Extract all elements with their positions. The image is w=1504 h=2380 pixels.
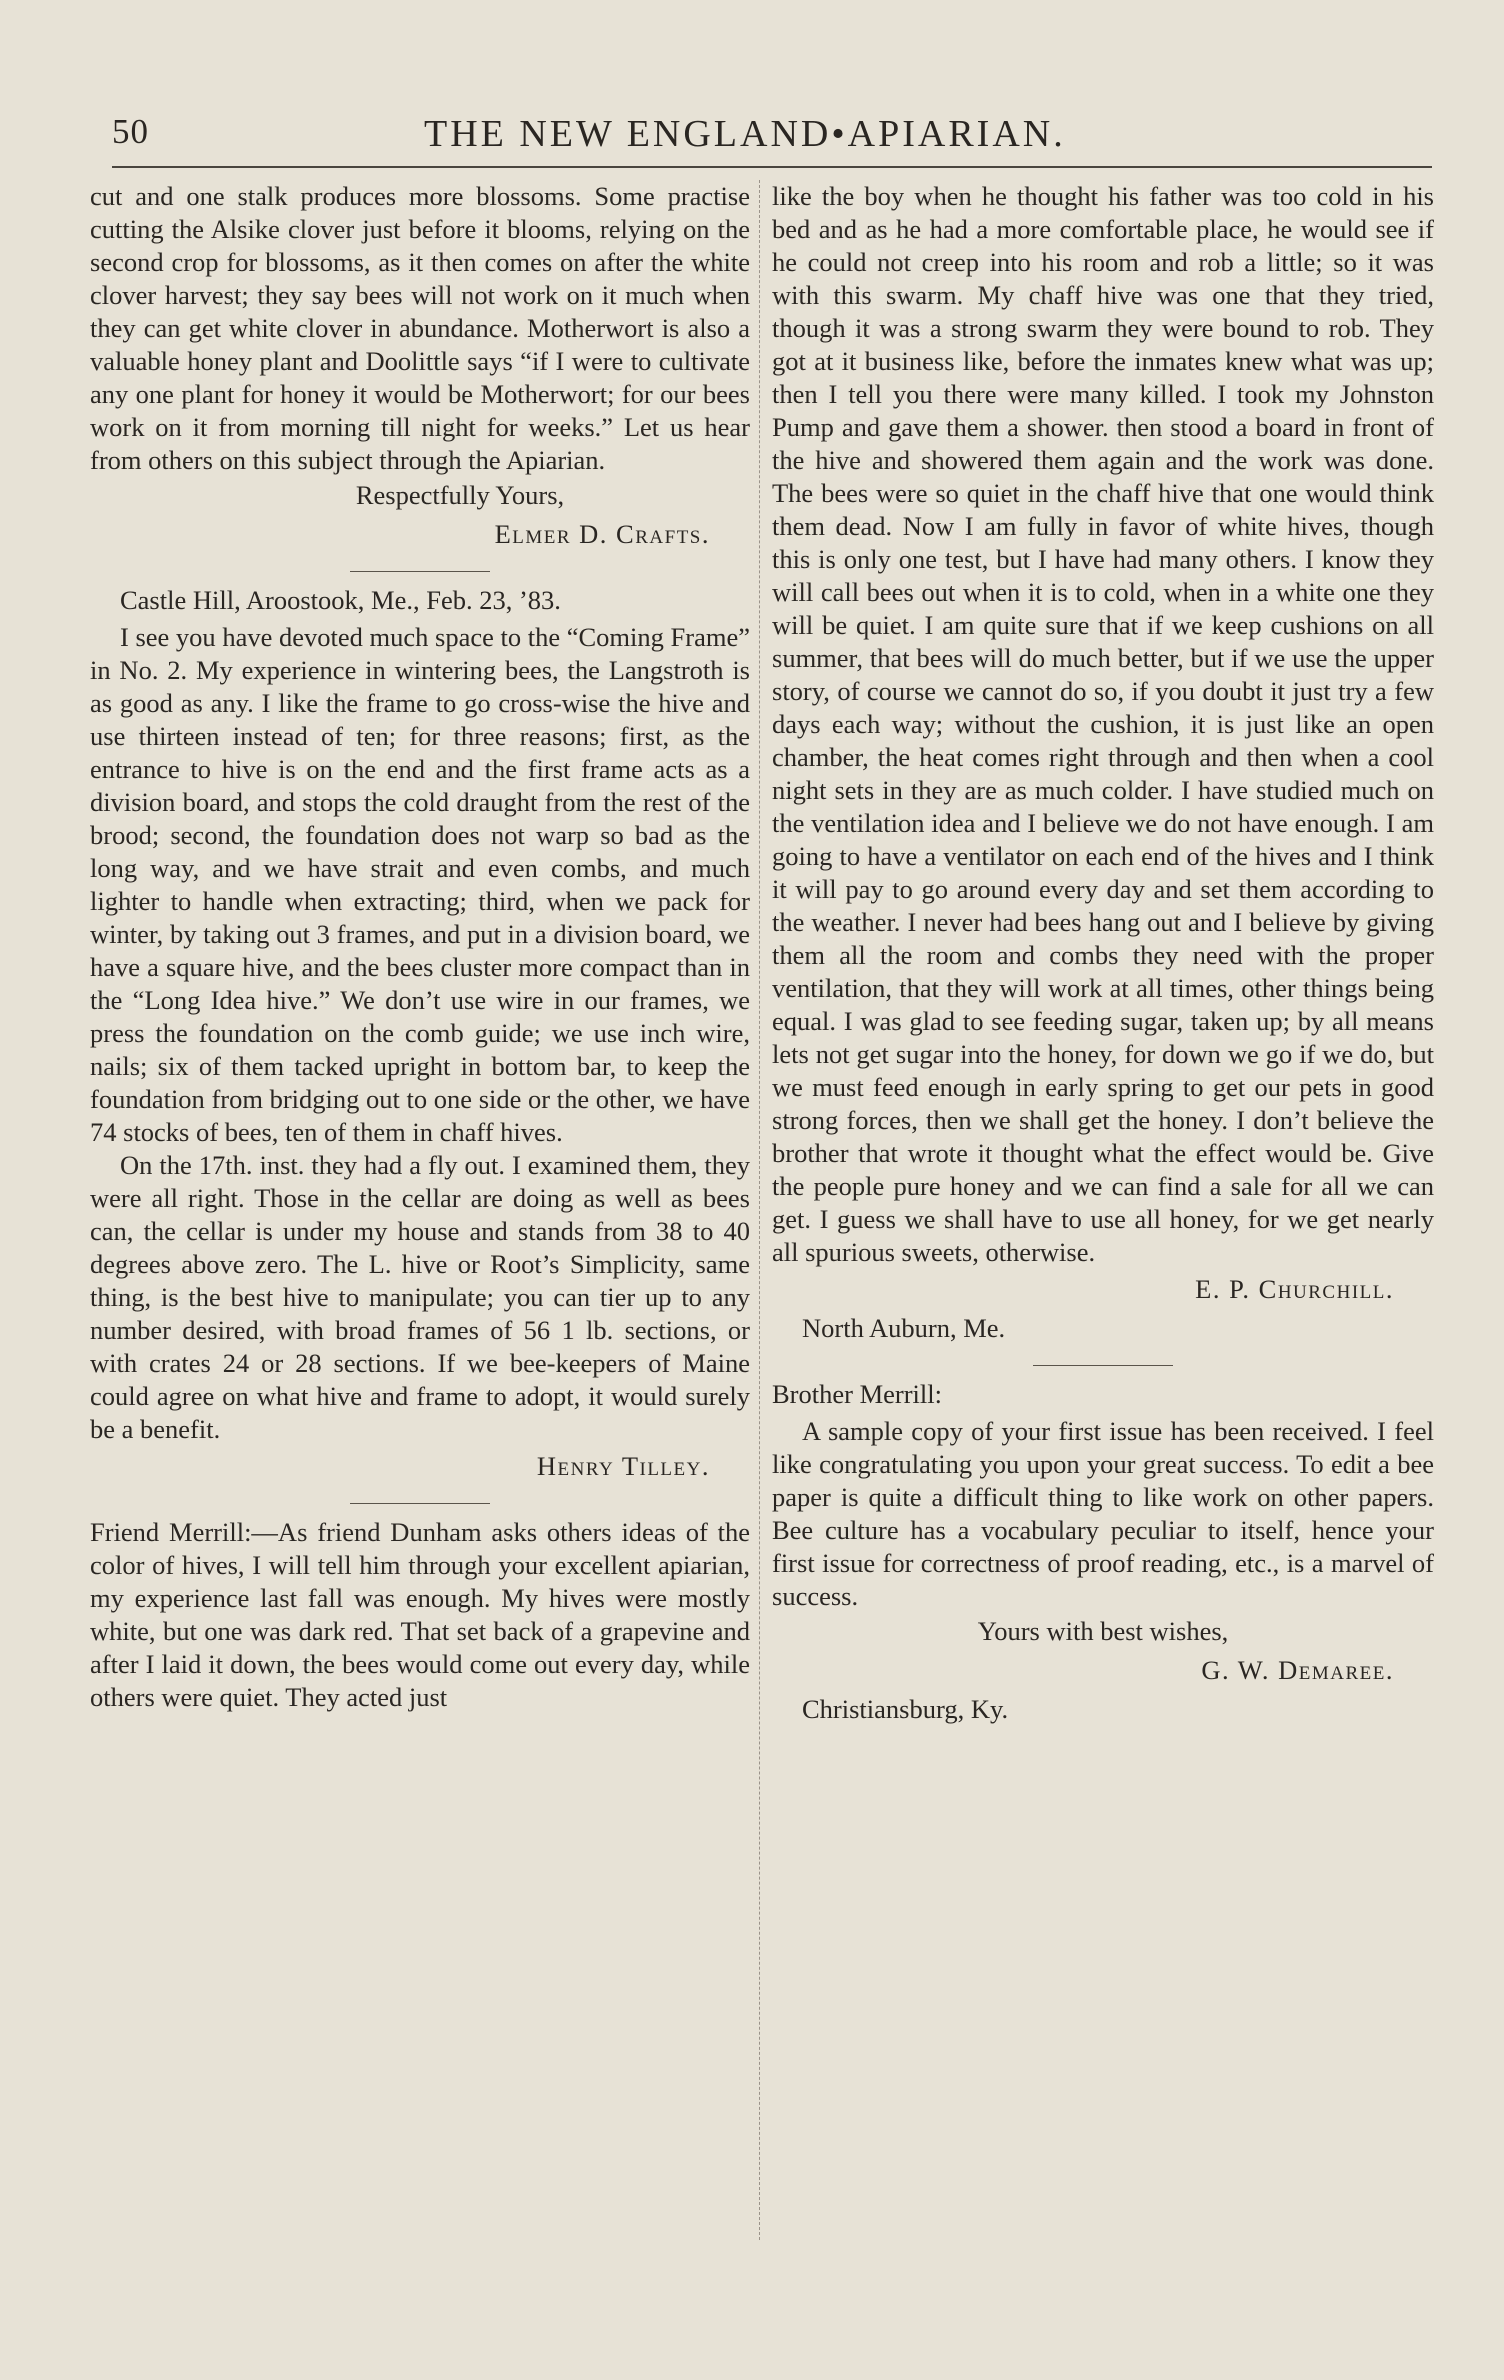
closing-best-wishes: Yours with best wishes, xyxy=(977,1616,1229,1646)
tilley-letter-paragraph-1: I see you have devoted much space to the “Coming Frame” in No. 2. My experience in wintering bees, the Langstroth is as good as any. I like the frame to go cross-wise the hive and use thirteen instead of ten; for three reasons; first, as the entrance to hive is on the end and the first frame acts as a division board, and stops the cold draught from the rest of the brood; second, the foundation does not warp so bad as the long way, and we have strait and even combs, and much lighter to handle when extracting; third, when we pack for winter, by taking out 3 frames, and put in a division board, we have a square hive, and the bees cluster more compact than in the “Long Idea hive.” We don’t use wire in our frames, we press the foundation on the comb guide; we use inch wire, nails; six of them tacked upright in bottom bar, to keep the foundation from bridging out to one side or the other, we have 74 stocks of bees, ten of them in chaff hives. xyxy=(90,622,750,1147)
signature-churchill: E. P. Churchill. xyxy=(1195,1274,1394,1304)
salutation-brother-merrill: Brother Merrill: xyxy=(772,1379,942,1409)
demaree-letter-paragraph: A sample copy of your first issue has been received. I feel like congratulating you upon your great success. To edit a bee paper is quite a difficult thing to like work on other papers. Bee culture has a vocabulary peculiar to itself, hence your first issue for correctness of proof reading, etc., is a marvel of success. xyxy=(772,1416,1434,1611)
tilley-letter-paragraph-2: On the 17th. inst. they had a fly out. I examined them, they were all right. Those in the cellar are doing as well as bees can, the cellar is under my house and stands from 38 to 40 degrees above zero. The L. hive or Root’s Simplicity, same thing, is the best hive to manipulate; you can tier up to any number desired, with broad frames of 56 1 lb. sections, or with crates 24 or 28 sections. If we bee-keepers of Maine could agree on what hive and frame to adopt, it would surely be a benefit. xyxy=(90,1150,750,1444)
header-rule xyxy=(112,166,1432,168)
column-divider xyxy=(759,180,760,2240)
closing-respectfully: Respectfully Yours, xyxy=(355,480,565,510)
running-title: THE NEW ENGLAND•APIARIAN. xyxy=(424,113,1066,155)
place-north-auburn: North Auburn, Me. xyxy=(802,1313,1006,1343)
separator-rule xyxy=(350,571,490,572)
right-column xyxy=(772,180,1434,1730)
signature-crafts: Elmer D. Crafts. xyxy=(494,519,710,549)
page-number: 50 xyxy=(112,112,149,151)
crafts-letter-continuation: cut and one stalk produces more blossoms. Some practise cutting the Alsike clover just before it blooms, relying on the second crop for blossoms, as it then comes on after the white clover harvest; they say bees will not work on it much when they can get white clover in abundance. Motherwort is also a valuable honey plant and Doolittle says “if I were to cultivate any one plant for honey it would be Motherwort; for our bees work on it from morning till night for weeks.” Let us hear from others on this subject through the Apiarian. xyxy=(90,181,750,475)
page-header xyxy=(112,112,1432,162)
left-column xyxy=(90,180,750,1714)
separator-rule xyxy=(350,1503,490,1504)
place-christiansburg: Christiansburg, Ky. xyxy=(802,1694,1009,1724)
dateline-castle-hill: Castle Hill, Aroostook, Me., Feb. 23, ’83. xyxy=(120,585,561,615)
separator-rule xyxy=(1033,1365,1173,1366)
signature-tilley: Henry Tilley. xyxy=(536,1451,710,1481)
churchill-letter-start: Friend Merrill:—As friend Dunham asks others ideas of the color of hives, I will tell him through your excellent apiarian, my experience last fall was enough. My hives were mostly white, but one was dark red. That set back of a grapevine and after I laid it down, the bees would come out every day, while others were quiet. They acted just xyxy=(90,1517,750,1712)
churchill-letter-continuation: like the boy when he thought his father was too cold in his bed and as he had a more comfortable place, he would see if he could not creep into his room and rob a little; so it was with this swarm. My chaff hive was one that they tried, though it was a strong swarm they were bound to rob. They got at it business like, before the inmates knew what was up; then I tell you there were many killed. I took my Johnston Pump and gave them a shower. then stood a board in front of the hive and showered them again and the work was done. The bees were so quiet in the chaff hive that one would think them dead. Now I am fully in favor of white hives, though this is only one test, but I have had many others. I know they will call bees out when it is to cold, when in a white one they will be quiet. I am quite sure that if we keep cushions on all summer, that bees will do much better, but if we use the upper story, of course we cannot do so, if you doubt it just try a few days each way; without the cushion, it is just like an open chamber, the heat comes right through and then when a cool night sets in they are as much colder. I have studied much on the ventilation idea and I believe we do not have enough. I am going to have a ventilator on each end of the hives and I think it will pay to go around every day and set them according to the weather. I never had bees hang out and I believe by giving them all the room and combs they need with the proper ventilation, that they will work at all times, other things being equal. I was glad to see feeding sugar, taken up; by all means lets not get sugar into the honey, for down we go if we do, but we must feed enough in early spring to get our pets in good strong forces, then we shall get the honey. I don’t believe the brother that wrote it thought what the effect would be. Give the people pure honey and we can find a sale for all we can get. I guess we shall have to use all honey, for we get nearly all spurious sweets, otherwise. xyxy=(772,181,1434,1267)
signature-demaree: G. W. Demaree. xyxy=(1201,1655,1394,1685)
